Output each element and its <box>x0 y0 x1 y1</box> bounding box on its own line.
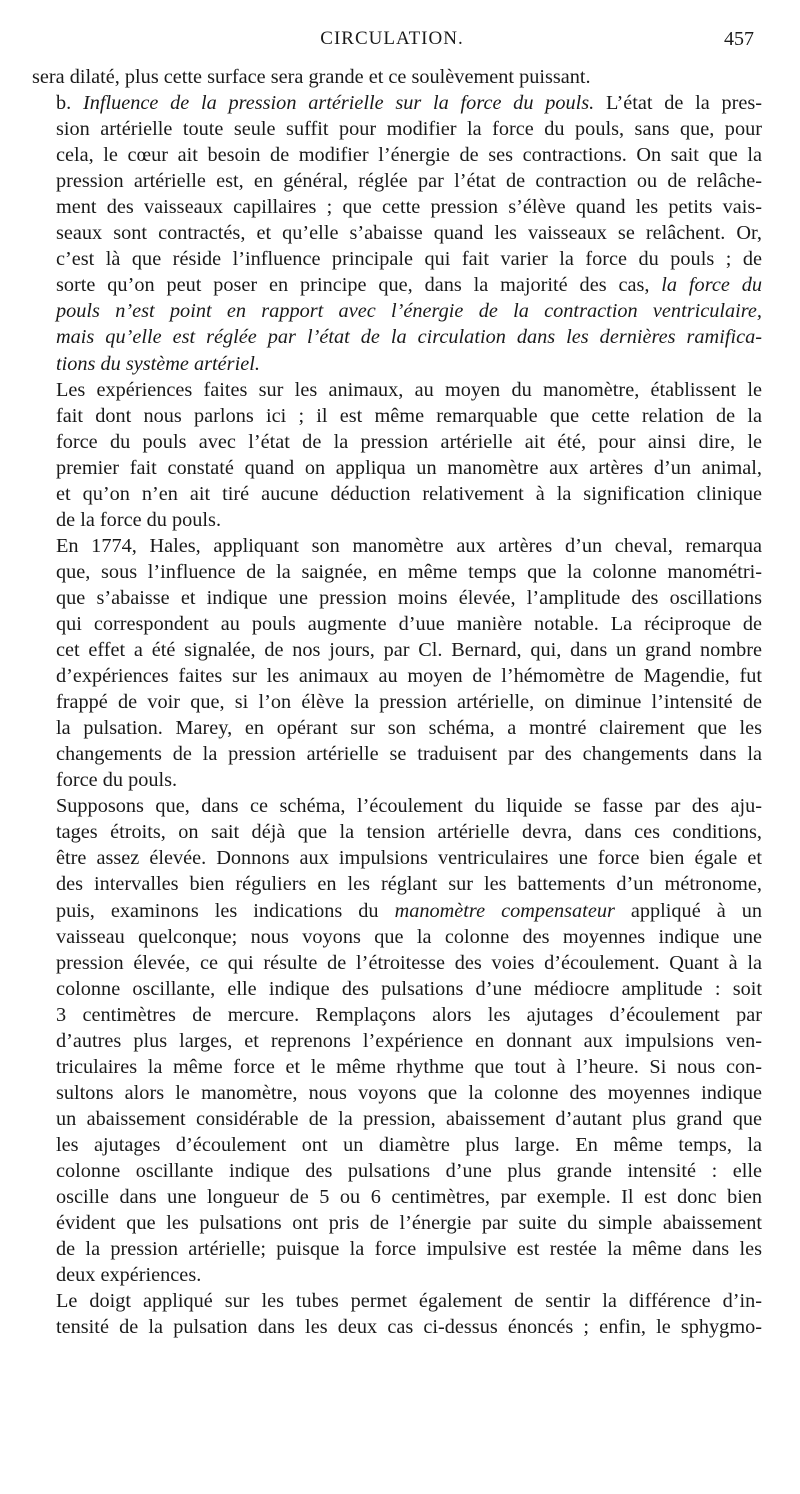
paragraph <box>32 377 762 533</box>
text-run: d’autres plus larges, et reprenons l’expérience en donnant aux impulsions ven- <box>56 1029 762 1052</box>
text-line <box>32 429 762 455</box>
text-run: En 1774, Hales, appliquant son manomètre aux artères d’un cheval, remarqua <box>56 534 762 557</box>
text-line <box>32 246 762 272</box>
text-line <box>32 324 762 350</box>
text-line <box>32 507 762 533</box>
text-line <box>32 1184 762 1210</box>
text-run: de la force du pouls. <box>56 508 222 531</box>
text-line <box>32 924 762 950</box>
page-number: 457 <box>724 28 754 50</box>
text-run: puis, examinons les indications du <box>56 899 395 922</box>
text-run: cet effet a été signalée, de nos jours, par Cl. Bernard, qui, dans un grand nombre <box>56 639 762 662</box>
text-line <box>32 585 762 611</box>
text-run: colonne oscillante, elle indique des pulsations d’une médiocre amplitude : soit <box>56 977 762 1000</box>
text-run: Le doigt appliqué sur les tubes permet également de sentir la différence d’in- <box>56 1290 762 1313</box>
text-run: changements de la pression artérielle se traduisent par des changements dans la <box>56 743 762 766</box>
text-run: évident que les pulsations ont pris de l’énergie par suite du simple abaissement <box>56 1212 762 1235</box>
italic-text: Influence de la pression artérielle sur la force du pouls. <box>82 92 595 115</box>
italic-text: manomètre compensateur <box>394 899 615 922</box>
text-line <box>32 1054 762 1080</box>
text-line <box>32 351 762 377</box>
paragraph <box>32 64 762 90</box>
text-run: les ajutages d’écoulement ont un diamètre plus large. En même temps, la <box>56 1133 762 1156</box>
text-line <box>32 663 762 689</box>
text-line <box>32 611 762 637</box>
text-run: Supposons que, dans ce schéma, l’écoulement du liquide se fasse par des aju- <box>56 795 762 818</box>
text-line <box>32 950 762 976</box>
text-run: vaisseau quelconque; nous voyons que la colonne des moyennes indique une <box>56 925 762 948</box>
text-run: colonne oscillante indique des pulsations d’une plus grande intensité : elle <box>56 1159 762 1182</box>
text-run: c’est là que réside l’influence principale qui fait varier la force du pouls ; de <box>56 248 762 271</box>
text-run: qui correspondent au pouls augmente d’uue manière notable. La réciproque de <box>56 612 762 635</box>
text-line <box>32 871 762 897</box>
text-run: cela, le cœur ait besoin de modifier l’énergie de ses contractions. On sait que la <box>56 144 762 167</box>
text-run: L’état de la pres- <box>594 92 762 115</box>
text-line <box>32 90 762 116</box>
text-run: ment des vaisseaux capillaires ; que cette pression s’élève quand les petits vais- <box>56 196 762 219</box>
text-run: tensité de la pulsation dans les deux cas ci-dessus énoncés ; enfin, le sphygmo- <box>56 1316 762 1339</box>
text-run: force du pouls. <box>56 769 178 792</box>
italic-text: pouls n’est point en rapport avec l’énergie de la contraction ventriculaire, <box>56 300 762 323</box>
text-line <box>32 819 762 845</box>
running-head: CIRCULATION. <box>320 28 464 49</box>
text-run: pression artérielle est, en général, réglée par l’état de contraction ou de relâche- <box>56 170 762 193</box>
text-run: seaux sont contractés, et qu’elle s’abaisse quand les vaisseaux se relâchent. Or, <box>56 222 762 245</box>
text-run: que, sous l’influence de la saignée, en même temps que la colonne manométri- <box>56 560 762 583</box>
text-line <box>32 1132 762 1158</box>
text-line <box>32 116 762 142</box>
paragraph <box>32 533 762 793</box>
text-line <box>32 1236 762 1262</box>
text-line <box>32 168 762 194</box>
paragraph <box>32 1288 762 1340</box>
text-line <box>32 298 762 324</box>
text-run: un abaissement considérable de la pression, abaissement d’autant plus grand que <box>56 1107 762 1130</box>
page-header <box>30 28 754 58</box>
text-line <box>32 377 762 403</box>
text-line <box>32 845 762 871</box>
text-line <box>32 220 762 246</box>
text-run: la pulsation. Marey, en opérant sur son schéma, a montré clairement que les <box>56 717 762 740</box>
text-run: fait dont nous parlons ici ; il est même remarquable que cette relation de la <box>56 404 762 427</box>
text-line <box>32 194 762 220</box>
text-line <box>32 976 762 1002</box>
text-line <box>32 1106 762 1132</box>
text-line <box>32 1210 762 1236</box>
text-run: sultons alors le manomètre, nous voyons que la colonne des moyennes indique <box>56 1081 762 1104</box>
text-line <box>32 1288 762 1314</box>
text-line <box>32 689 762 715</box>
text-run: des intervalles bien réguliers en les réglant sur les battements d’un métronome, <box>56 873 762 896</box>
text-line <box>32 481 762 507</box>
italic-text: mais qu’elle est réglée par l’état de la circulation dans les dernières ramifica- <box>56 326 762 349</box>
text-line <box>32 559 762 585</box>
text-run: frappé de voir que, si l’on élève la pression artérielle, on diminue l’intensité de <box>56 691 762 714</box>
text-line <box>32 403 762 429</box>
text-run: b. <box>56 92 83 115</box>
body-text <box>32 64 762 1340</box>
text-line <box>32 1002 762 1028</box>
text-run: 3 centimètres de mercure. Remplaçons alors les ajutages d’écoulement par <box>56 1003 762 1026</box>
text-run: pression élevée, ce qui résulte de l’étroitesse des voies d’écoulement. Quant à la <box>56 951 762 974</box>
text-run: tages étroits, on sait déjà que la tension artérielle devra, dans ces conditions, <box>56 821 762 844</box>
text-run: et qu’on n’en ait tiré aucune déduction relativement à la signification clinique <box>56 482 762 505</box>
text-run: être assez élevée. Donnons aux impulsions ventriculaires une force bien égale et <box>56 847 762 870</box>
text-line <box>32 898 762 924</box>
text-line <box>32 793 762 819</box>
text-run: d’expériences faites sur les animaux au moyen de l’hémomètre de Magendie, fut <box>56 665 762 688</box>
text-run: oscille dans une longueur de 5 ou 6 centimètres, par exemple. Il est donc bien <box>56 1186 762 1209</box>
text-line <box>32 1314 762 1340</box>
text-line <box>32 533 762 559</box>
text-run: que s’abaisse et indique une pression moins élevée, l’amplitude des oscillations <box>56 586 762 609</box>
italic-text: tions du système artériel. <box>56 352 260 375</box>
text-run: force du pouls avec l’état de la pression artérielle ait été, pour ainsi dire, le <box>56 430 762 453</box>
text-run: sera dilaté, plus cette surface sera grande et ce soulèvement puissant. <box>32 66 591 88</box>
paragraph <box>32 793 762 1288</box>
text-line <box>32 455 762 481</box>
text-run: premier fait constaté quand on appliqua un manomètre aux artères d’un animal, <box>56 456 762 479</box>
text-line <box>32 1080 762 1106</box>
text-run: de la pression artérielle; puisque la force impulsive est restée la même dans les <box>56 1238 762 1261</box>
text-run: appliqué à un <box>614 899 762 922</box>
text-line <box>32 64 762 90</box>
text-run: Les expériences faites sur les animaux, au moyen du manomètre, établissent le <box>56 378 762 401</box>
text-line <box>32 637 762 663</box>
text-line <box>32 142 762 168</box>
text-line <box>32 1158 762 1184</box>
text-line <box>32 767 762 793</box>
text-run: sion artérielle toute seule suffit pour modifier la force du pouls, sans que, pour <box>56 118 762 141</box>
text-run: triculaires la même force et le même rhythme que tout à l’heure. Si nous con- <box>56 1055 762 1078</box>
text-line <box>32 272 762 298</box>
text-line <box>32 1262 762 1288</box>
text-line <box>32 715 762 741</box>
text-run: deux expériences. <box>56 1264 202 1287</box>
text-run: sorte qu’on peut poser en principe que, dans la majorité des cas, <box>56 274 662 297</box>
text-line <box>32 1028 762 1054</box>
italic-text: la force du <box>661 274 762 297</box>
text-line <box>32 741 762 767</box>
paragraph <box>32 90 762 377</box>
